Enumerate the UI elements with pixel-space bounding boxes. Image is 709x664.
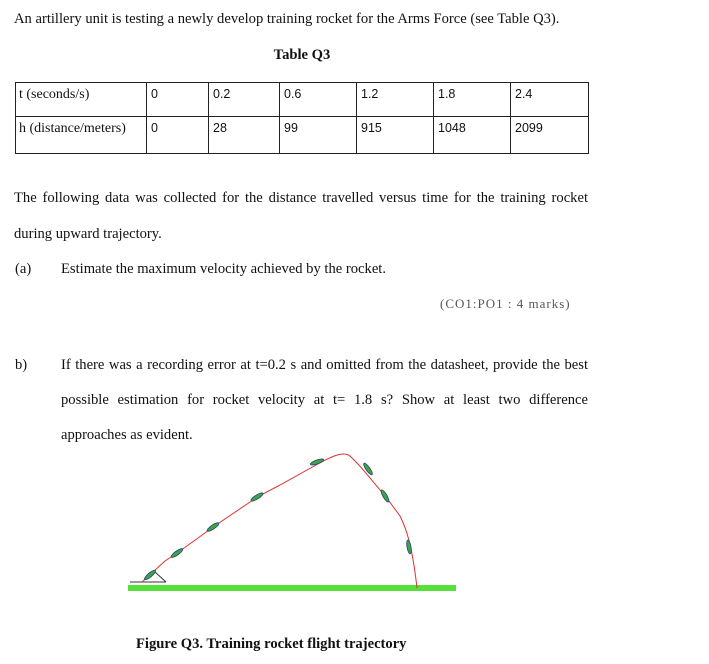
table-cell: 1048 <box>434 117 511 154</box>
table-cell: 2.4 <box>511 83 589 117</box>
table-cell: 0 <box>147 83 209 117</box>
figure-caption: Figure Q3. Training rocket flight trajectory <box>136 636 407 652</box>
question-b-line: approaches as evident. <box>61 427 193 443</box>
table-cell: 99 <box>280 117 357 154</box>
question-a-text: Estimate the maximum velocity achieved by the rocket. <box>61 261 387 277</box>
table-cell: 0.2 <box>209 83 280 117</box>
trajectory-figure <box>120 448 465 598</box>
question-b-line: possible estimation for rocket velocity at t= 1.8 s? Show at least two difference <box>61 392 588 408</box>
row-label: t (seconds/s) <box>16 83 147 117</box>
rocket-icon <box>143 458 412 581</box>
table-row <box>16 117 589 154</box>
paragraph-line: The following data was collected for the distance travelled versus time for the training rocket <box>14 190 588 206</box>
table-cell: 0.6 <box>280 83 357 117</box>
row-label: h (distance/meters) <box>16 117 147 154</box>
table-cell: 0 <box>147 117 209 154</box>
table-cell: 2099 <box>511 117 589 154</box>
table-cell: 28 <box>209 117 280 154</box>
question-b-number: b) <box>15 357 28 373</box>
question-a-marks: (CO1:PO1 : 4 marks) <box>440 296 571 311</box>
ground-line <box>128 585 456 591</box>
data-table <box>15 82 589 154</box>
paragraph-line: during upward trajectory. <box>14 226 162 242</box>
table-title: Table Q3 <box>273 47 331 63</box>
launch-angle-ray <box>155 572 166 582</box>
question-a-number: (a) <box>15 261 32 277</box>
question-b-line: If there was a recording error at t=0.2 s and omitted from the datasheet, provide the best <box>61 357 588 373</box>
table-cell: 1.8 <box>434 83 511 117</box>
intro-text: An artillery unit is testing a newly develop training rocket for the Arms Force (see Table Q3). <box>14 11 560 27</box>
table-cell: 1.2 <box>357 83 434 117</box>
table-row <box>16 83 589 117</box>
table-cell: 915 <box>357 117 434 154</box>
trajectory-curve <box>142 454 417 588</box>
